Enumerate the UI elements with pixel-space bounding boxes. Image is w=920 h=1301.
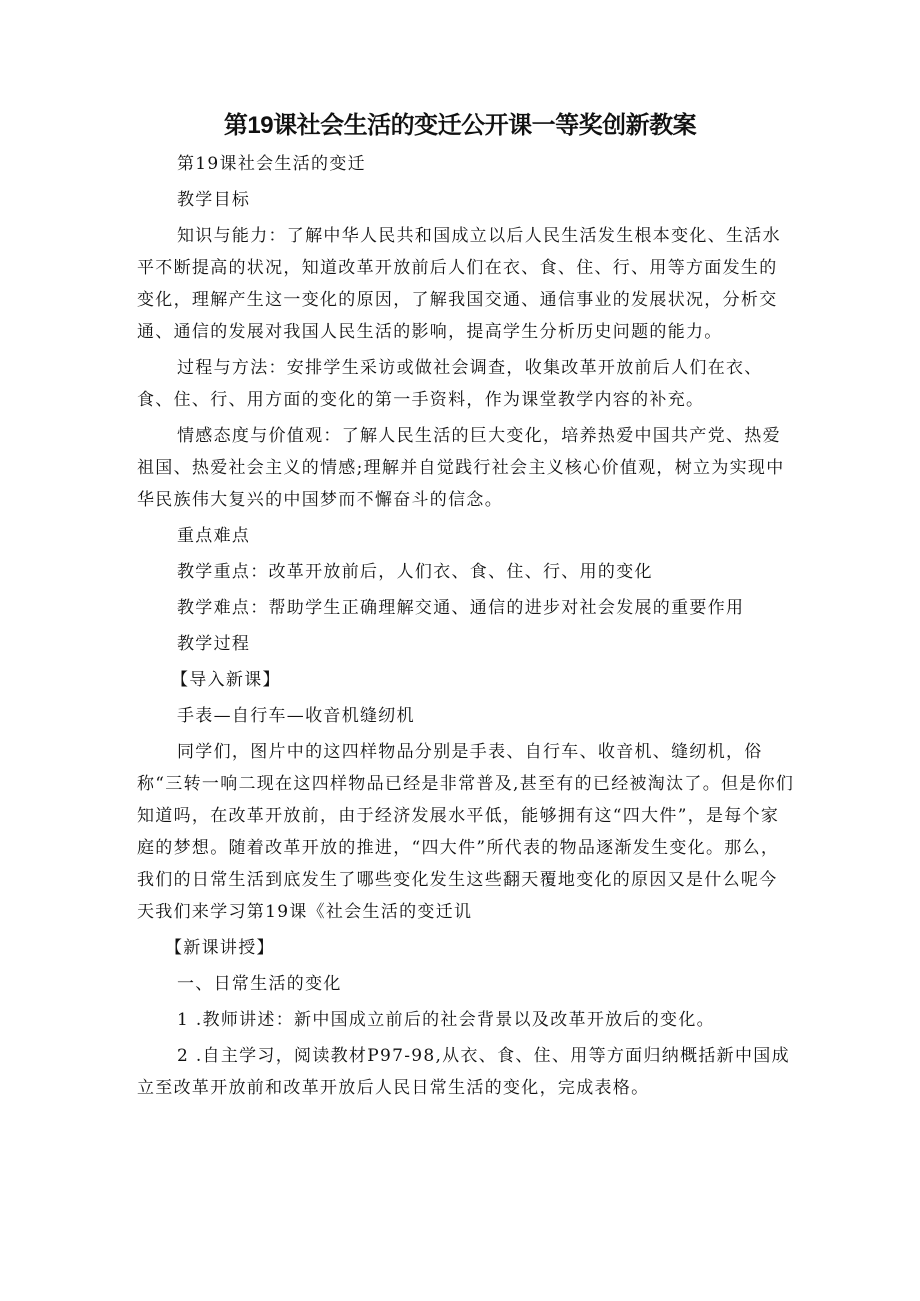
document-title: 第19课社会生活的变迁公开课一等奖创新教案 bbox=[223, 112, 697, 139]
lesson-heading: 第19课社会生活的变迁 bbox=[177, 154, 366, 174]
paragraph-knowledge-ability: 知识与能力：了解中华人民共和国成立以后人民生活发生根本变化、生活水平不断提高的状况，知道改革开放前后人们在衣、食、住、行、用等方面发生的变化，理解产生这一变化的原因，了解我国交通、通信事业的发展状况，分析交通、通信的发展对我国人民生活的影响，提高学生分析历史问题的能力。 bbox=[137, 226, 781, 342]
section-heading-new-lesson: 【新课讲授】 bbox=[165, 938, 275, 958]
paragraph-introduction-text: 同学们，图片中的这四样物品分别是手表、自行车、收音机、缝纫机，俗称“三转一响二现在这四样物品已经是非常普及,甚至有的已经被淘汰了。但是你们知道吗，在改革开放前，由于经济发展水平低，能够拥有这“四大件”，是每个家庭的梦想。随着改革开放的推进，“四大件”所代表的物品逐渐发生变化。那么，我们的日常生活到底发生了哪些变化发生这些翻天覆地变化的原因又是什么呢今天我们来学习第19课《社会生活的变迁讥 bbox=[137, 742, 795, 922]
list-item-teacher-narration: 1 .教师讲述：新中国成立前后的社会背景以及改革开放后的变化。 bbox=[177, 1010, 715, 1030]
section-heading-key-points: 重点难点 bbox=[177, 526, 251, 546]
document-body bbox=[137, 148, 795, 1104]
paragraph-teaching-difficulty: 教学难点：帮助学生正确理解交通、通信的进步对社会发展的重要作用 bbox=[177, 598, 745, 618]
paragraph-four-items: 手表—自行车—收音机缝纫机 bbox=[177, 706, 415, 726]
paragraph-process-method: 过程与方法：安排学生采访或做社会调查，收集改革开放前后人们在衣、食、住、行、用方面的变化的第一手资料，作为课堂教学内容的补充。 bbox=[137, 358, 763, 410]
section-heading-process: 教学过程 bbox=[177, 634, 251, 654]
section-heading-daily-life: 一、日常生活的变化 bbox=[177, 974, 342, 994]
list-item-self-study: 2 .自主学习，阅读教材P97-98,从衣、食、住、用等方面归纳概括新中国成立至改革开放前和改革开放后人民日常生活的变化，完成表格。 bbox=[137, 1046, 790, 1098]
section-heading-introduction: 【导入新课】 bbox=[171, 670, 281, 690]
paragraph-emotion-values: 情感态度与价值观：了解人民生活的巨大变化，培养热爱中国共产党、热爱祖国、热爱社会主义的情感;理解并自觉践行社会主义核心价值观，树立为实现中华民族伟大复兴的中国梦而不懈奋斗的信念。 bbox=[137, 426, 785, 510]
section-heading-objectives: 教学目标 bbox=[177, 190, 251, 210]
paragraph-teaching-focus: 教学重点：改革开放前后，人们衣、食、住、行、用的变化 bbox=[177, 562, 653, 582]
